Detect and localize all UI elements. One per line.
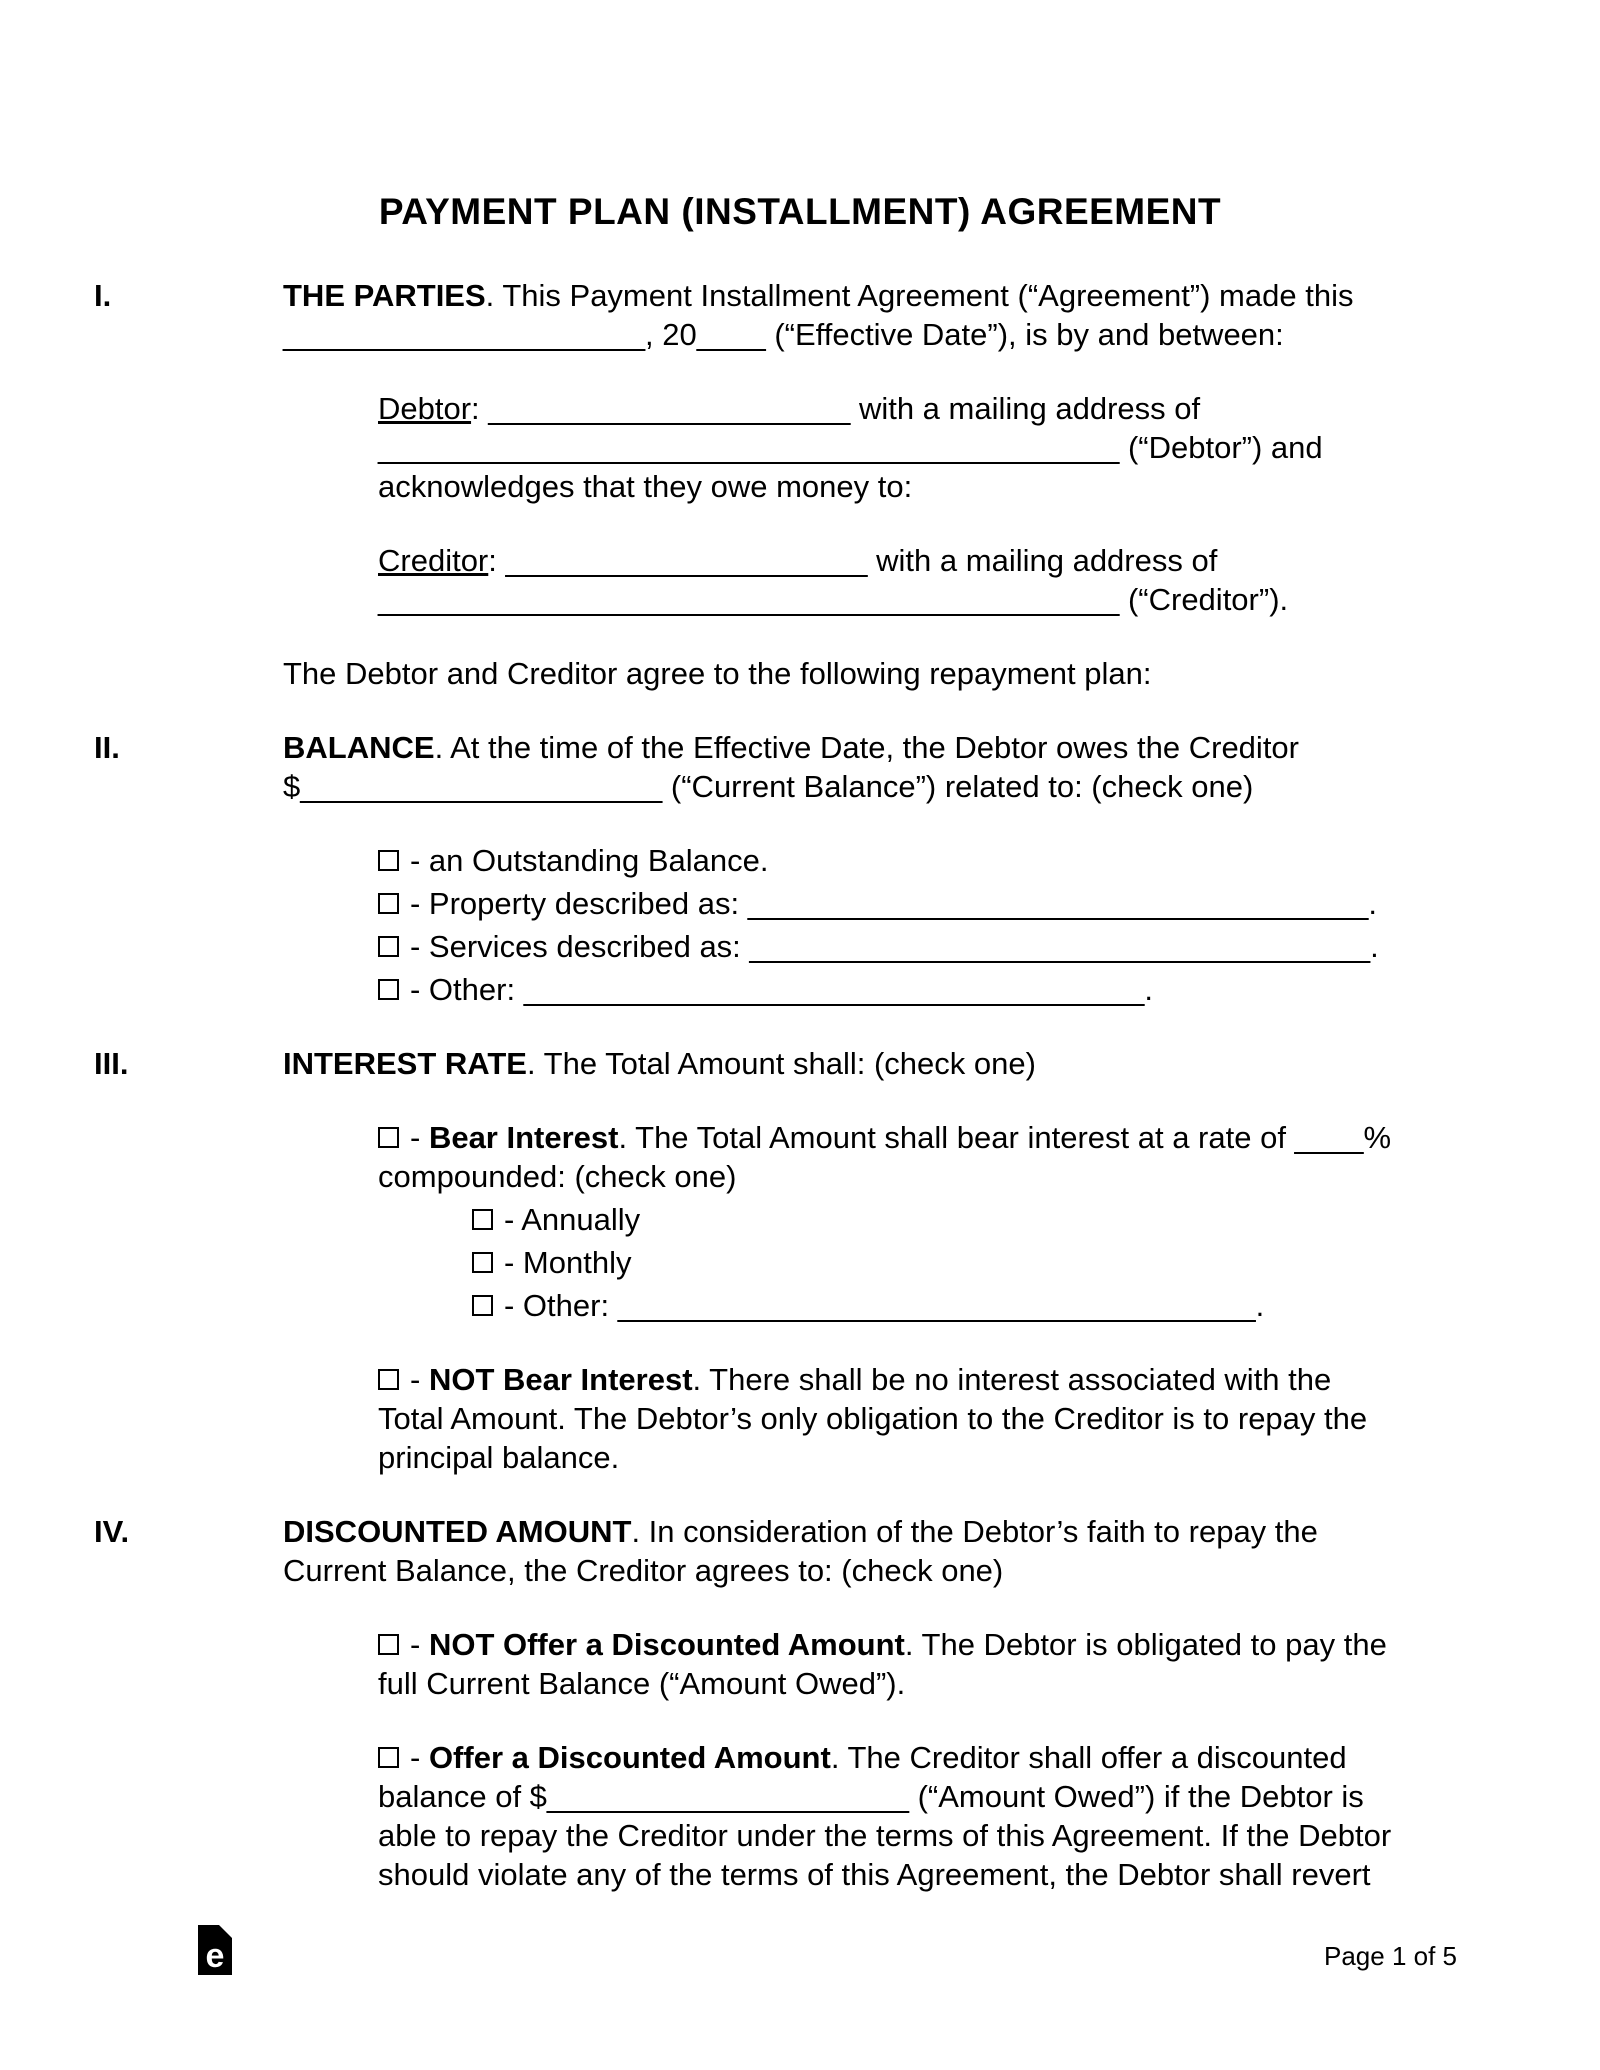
not-offer-discount-block bbox=[378, 1625, 1600, 1703]
checkbox-not-offer-discount[interactable] bbox=[378, 1634, 399, 1655]
agreement-intro-line: The Debtor and Creditor agree to the following repayment plan: bbox=[283, 656, 1152, 691]
balance-heading: BALANCE bbox=[283, 730, 435, 765]
discount-heading-rest: . In consideration of the Debtor’s faith to repay the bbox=[631, 1514, 1318, 1549]
section-discounted-amount bbox=[94, 1512, 1600, 1894]
discount-heading: DISCOUNTED AMOUNT bbox=[283, 1514, 632, 1549]
balance-options bbox=[378, 841, 1600, 1009]
balance-option-outstanding bbox=[378, 841, 1600, 880]
checkbox-compound-other[interactable] bbox=[472, 1295, 493, 1316]
not-offer-discount-option bbox=[378, 1625, 1600, 1664]
checkbox-outstanding-balance[interactable] bbox=[378, 850, 399, 871]
bear-interest-label: Bear Interest bbox=[428, 1120, 619, 1155]
interest-heading: INTEREST RATE bbox=[283, 1046, 527, 1081]
not-offer-discount-label: NOT Offer a Discounted Amount bbox=[428, 1627, 905, 1662]
not-offer-line2: full Current Balance (“Amount Owed”). bbox=[378, 1666, 906, 1701]
discount-heading-line bbox=[283, 1512, 1600, 1551]
checkbox-property[interactable] bbox=[378, 893, 399, 914]
compound-options bbox=[472, 1200, 1600, 1325]
not-bear-interest-option bbox=[378, 1360, 1600, 1399]
section-number-iii: III. bbox=[94, 1046, 129, 1081]
option-label: - Other: _____________________________________. bbox=[504, 1288, 1265, 1323]
balance-option-property bbox=[378, 884, 1600, 923]
option-lead: - bbox=[410, 1120, 429, 1155]
parties-heading: THE PARTIES bbox=[283, 278, 486, 313]
option-lead: - bbox=[410, 1627, 429, 1662]
checkbox-annually[interactable] bbox=[472, 1209, 493, 1230]
checkbox-monthly[interactable] bbox=[472, 1252, 493, 1273]
option-label: - Monthly bbox=[504, 1245, 632, 1280]
debtor-name-line bbox=[378, 389, 1600, 428]
section-interest-rate bbox=[94, 1044, 1600, 1477]
not-bear-interest-rest: . There shall be no interest associated with the bbox=[692, 1362, 1332, 1397]
interest-heading-rest: . The Total Amount shall: (check one) bbox=[527, 1046, 1036, 1081]
compounded-line: compounded: (check one) bbox=[378, 1159, 737, 1194]
option-label: - Property described as: ____________________________________. bbox=[410, 886, 1377, 921]
debtor-block bbox=[378, 389, 1600, 506]
section-number-iv: IV. bbox=[94, 1514, 130, 1549]
parties-heading-rest: . This Payment Installment Agreement (“Agreement”) made this bbox=[485, 278, 1354, 313]
compound-option-monthly bbox=[472, 1243, 1600, 1282]
creditor-block bbox=[378, 541, 1600, 619]
page-number: Page 1 of 5 bbox=[1324, 1941, 1457, 1971]
compound-option-other bbox=[472, 1286, 1600, 1325]
bear-interest-rest: . The Total Amount shall bear interest at a rate of ____% bbox=[618, 1120, 1392, 1155]
section-the-parties bbox=[94, 276, 1600, 693]
debtor-label: Debtor bbox=[378, 391, 472, 426]
interest-heading-line bbox=[283, 1044, 1600, 1083]
section-balance bbox=[94, 728, 1600, 1009]
option-label: - Services described as: ____________________________________. bbox=[410, 929, 1379, 964]
offer-line2-amount-blank: balance of $_____________________ (“Amount Owed”) if the Debtor is bbox=[378, 1779, 1364, 1814]
document-title: PAYMENT PLAN (INSTALLMENT) AGREEMENT bbox=[378, 191, 1222, 232]
balance-heading-line bbox=[283, 728, 1600, 767]
not-bear-line2: Total Amount. The Debtor’s only obligation to the Creditor is to repay the bbox=[378, 1401, 1368, 1436]
checkbox-balance-other[interactable] bbox=[378, 979, 399, 1000]
debtor-name-blank: : _____________________ with a mailing address of bbox=[471, 391, 1201, 426]
debtor-address-blank: ___________________________________________ (“Debtor”) and bbox=[378, 430, 1323, 465]
offer-discount-block bbox=[378, 1738, 1600, 1894]
option-lead: - bbox=[410, 1740, 429, 1775]
current-balance-blank-line: $_____________________ (“Current Balance”) related to: (check one) bbox=[283, 769, 1254, 804]
debtor-owes-line: acknowledges that they owe money to: bbox=[378, 469, 913, 504]
option-label: - Annually bbox=[504, 1202, 641, 1237]
bear-interest-block bbox=[378, 1118, 1600, 1325]
eforms-logo-letter: e bbox=[205, 1937, 225, 1975]
section-number-ii: II. bbox=[94, 730, 120, 765]
option-label: - Other: ____________________________________. bbox=[410, 972, 1153, 1007]
balance-option-other bbox=[378, 970, 1600, 1009]
balance-heading-rest: . At the time of the Effective Date, the Debtor owes the Creditor bbox=[434, 730, 1299, 765]
checkbox-services[interactable] bbox=[378, 936, 399, 957]
creditor-name-blank: : _____________________ with a mailing address of bbox=[488, 543, 1218, 578]
creditor-name-line bbox=[378, 541, 1600, 580]
parties-heading-line bbox=[283, 276, 1600, 315]
discount-line2: Current Balance, the Creditor agrees to: (check one) bbox=[283, 1553, 1004, 1588]
not-bear-line3: principal balance. bbox=[378, 1440, 620, 1475]
creditor-label: Creditor bbox=[378, 543, 489, 578]
not-bear-interest-block bbox=[378, 1360, 1600, 1477]
offer-line3: able to repay the Creditor under the terms of this Agreement. If the Debtor bbox=[378, 1818, 1392, 1853]
agreement-intro bbox=[283, 654, 1600, 693]
offer-discount-rest: . The Creditor shall offer a discounted bbox=[830, 1740, 1347, 1775]
compound-option-annually bbox=[472, 1200, 1600, 1239]
bear-interest-option bbox=[378, 1118, 1600, 1157]
effective-date-blank-line: _____________________, 20____ (“Effective Date”), is by and between: bbox=[283, 317, 1284, 352]
eforms-logo-icon bbox=[198, 1925, 232, 1975]
creditor-address-blank: ___________________________________________ (“Creditor”). bbox=[378, 582, 1289, 617]
not-offer-discount-rest: . The Debtor is obligated to pay the bbox=[904, 1627, 1387, 1662]
offer-line4: should violate any of the terms of this Agreement, the Debtor shall revert bbox=[378, 1857, 1371, 1892]
offer-discount-option bbox=[378, 1738, 1600, 1777]
checkbox-offer-discount[interactable] bbox=[378, 1747, 399, 1768]
option-lead: - bbox=[410, 1362, 429, 1397]
section-number-i: I. bbox=[94, 278, 112, 313]
option-label: - an Outstanding Balance. bbox=[410, 843, 769, 878]
offer-discount-label: Offer a Discounted Amount bbox=[428, 1740, 831, 1775]
not-bear-interest-label: NOT Bear Interest bbox=[428, 1362, 693, 1397]
checkbox-bear-interest[interactable] bbox=[378, 1127, 399, 1148]
checkbox-not-bear-interest[interactable] bbox=[378, 1369, 399, 1390]
balance-option-services bbox=[378, 927, 1600, 966]
